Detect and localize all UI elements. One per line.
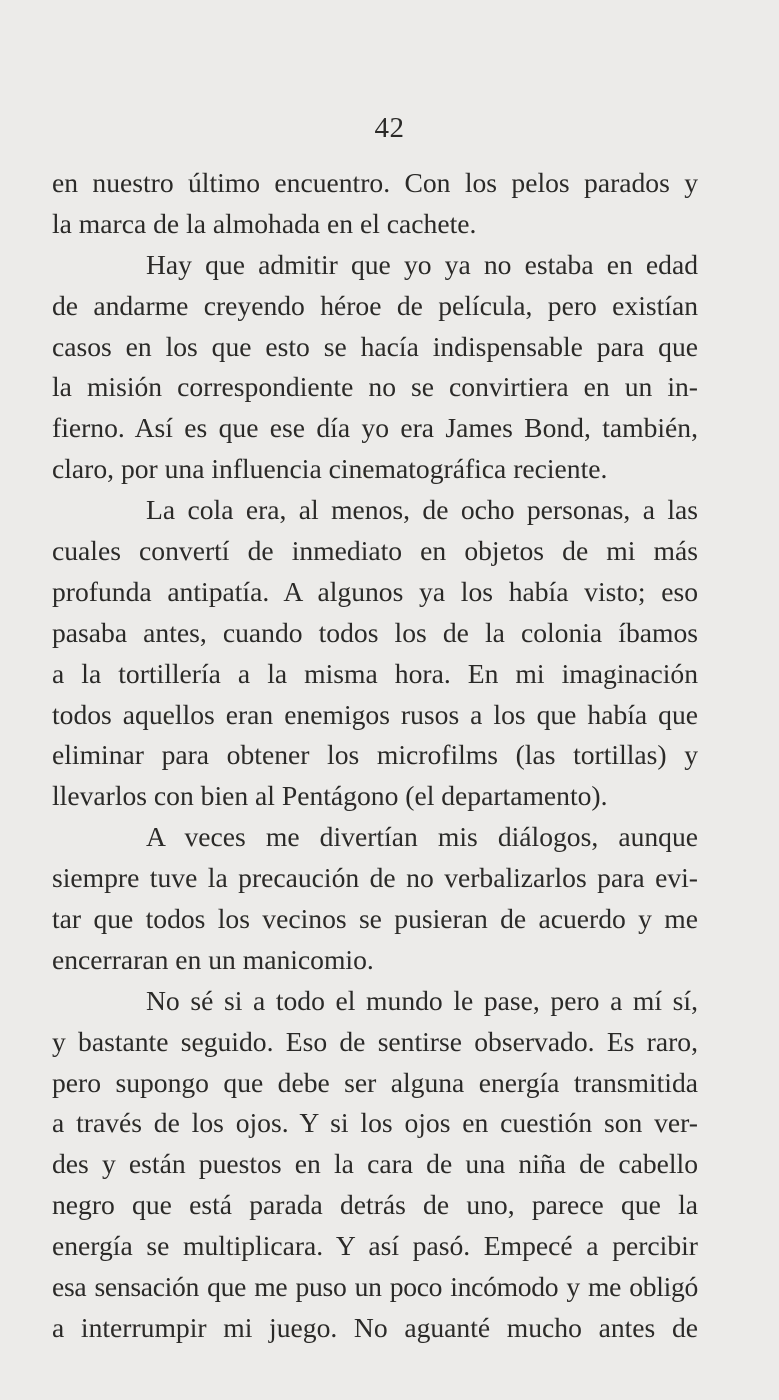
text-line: casos en los que esto se hacía indispensable para que <box>52 330 698 362</box>
text-line: esa sensación que me puso un poco incómodo y me obligó <box>52 1271 698 1303</box>
text-line: todos aquellos eran enemigos rusos a los que había que <box>52 698 698 730</box>
text-line: la marca de la almohada en el cachete. <box>52 207 477 239</box>
text-line: la misión correspondiente no se convirtiera en un in- <box>52 371 698 403</box>
text-line: tar que todos los vecinos se pusieran de acuerdo y me <box>52 903 698 935</box>
text-line: profunda antipatía. A algunos ya los había visto; eso <box>52 575 698 607</box>
text-line: La cola era, al menos, de ocho personas, a las <box>146 494 698 526</box>
text-line: A veces me divertían mis diálogos, aunque <box>146 821 698 853</box>
text-line: claro, por una influencia cinematográfica reciente. <box>52 453 608 485</box>
text-line: de andarme creyendo héroe de película, pero existían <box>52 289 698 321</box>
text-line: en nuestro último encuentro. Con los pelos parados y <box>52 167 698 198</box>
text-line: cuales convertí de inmediato en objetos de mi más <box>52 535 698 567</box>
text-line: a la tortillería a la misma hora. En mi imaginación <box>52 657 698 689</box>
text-line: pasaba antes, cuando todos los de la colonia íbamos <box>52 616 698 648</box>
text-line: Hay que admitir que yo ya no estaba en edad <box>146 248 698 280</box>
text-line: fierno. Así es que ese día yo era James Bond, también, <box>52 412 698 444</box>
text-line: eliminar para obtener los microfilms (las tortillas) y <box>52 739 698 771</box>
body-text <box>52 163 698 1349</box>
text-line: des y están puestos en la cara de una niña de cabello <box>52 1148 698 1180</box>
text-line: a través de los ojos. Y si los ojos en cuestión son ver- <box>52 1107 698 1139</box>
page-number: 42 <box>374 112 405 144</box>
text-line: pero supongo que debe ser alguna energía transmitida <box>52 1066 698 1098</box>
text-line: a interrumpir mi juego. No aguanté mucho antes de <box>52 1311 698 1343</box>
text-line: siempre tuve la precaución de no verbalizarlos para evi- <box>52 862 698 894</box>
text-line: negro que está parada detrás de uno, parece que la <box>52 1189 698 1221</box>
text-line: No sé si a todo el mundo le pase, pero a mí sí, <box>146 984 698 1016</box>
text-line: llevarlos con bien al Pentágono (el departamento). <box>52 780 608 812</box>
text-line: encerraran en un manicomio. <box>52 943 374 975</box>
text-line: energía se multiplicara. Y así pasó. Empecé a percibir <box>52 1230 698 1262</box>
text-line: y bastante seguido. Eso de sentirse observado. Es raro, <box>52 1025 698 1057</box>
